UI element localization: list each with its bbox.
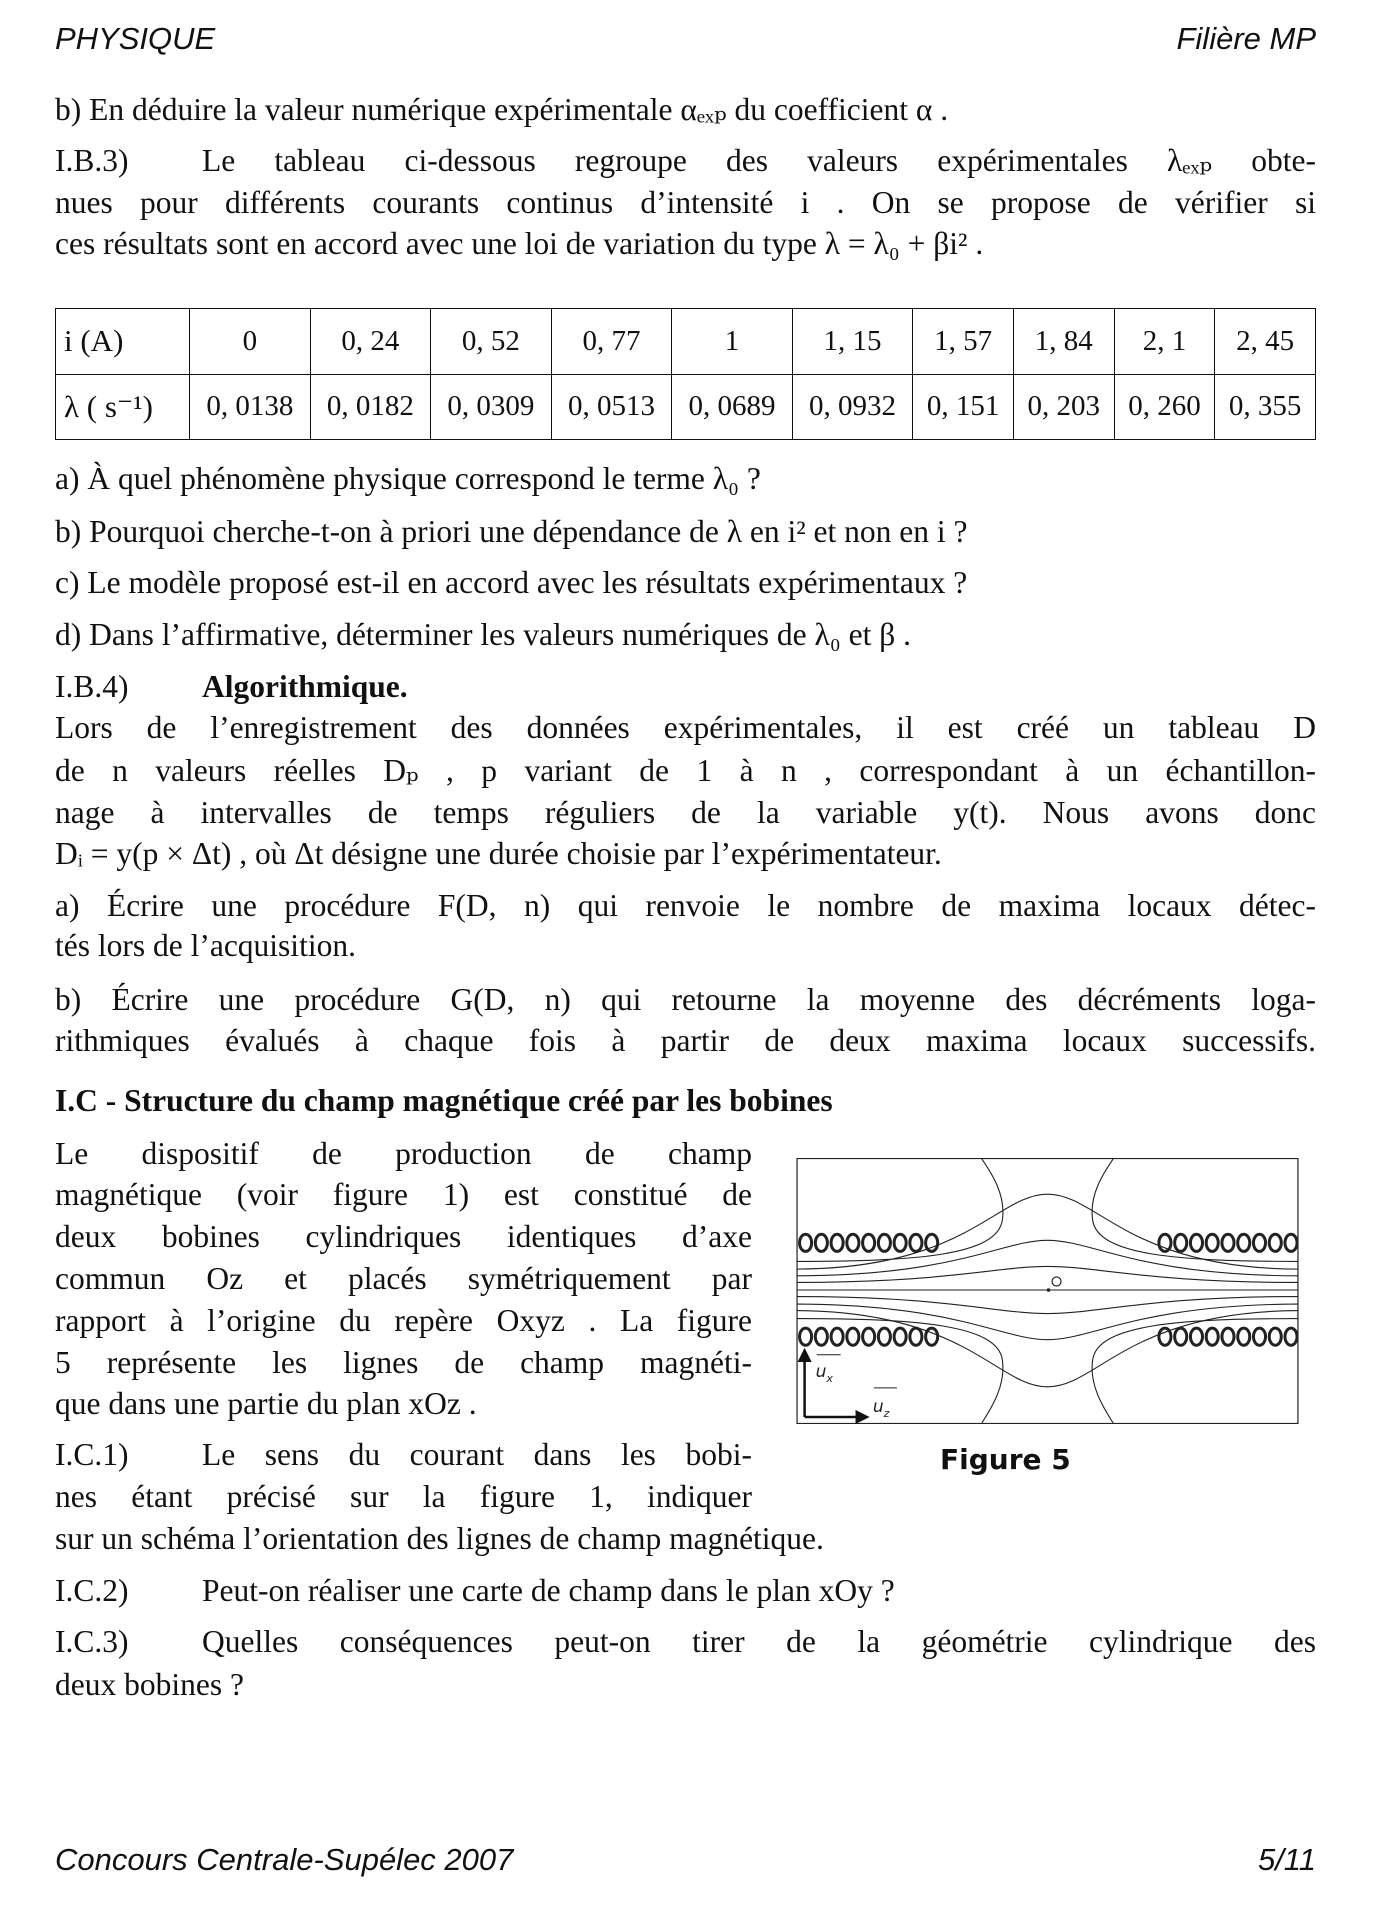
table-cell: 0, 52 xyxy=(431,309,552,375)
paragraph-line: rapport à l’origine du repère Oxyz . La figure xyxy=(55,1303,752,1338)
figure-magnetic-field-lines xyxy=(785,1158,1310,1424)
table-cell: 0, 0309 xyxy=(431,374,552,440)
paragraph-line: Le dispositif de production de champ xyxy=(55,1136,752,1171)
origin-point xyxy=(1047,1288,1051,1292)
paragraph-line: commun Oz et placés symétriquement par xyxy=(55,1261,752,1296)
table-header: i (A) xyxy=(56,309,190,375)
section-label-IC3: I.C.3) xyxy=(55,1624,129,1659)
table-header: λ ( s⁻¹) xyxy=(56,374,190,440)
paragraph-line: Dᵢ = y(p × Δt) , où Δt désigne une durée choisie par l’expérimentateur. xyxy=(55,836,942,871)
paragraph-line: 5 représente les lignes de champ magnéti- xyxy=(55,1345,752,1380)
uz-label: $u_z$ xyxy=(872,1396,890,1420)
table-cell: 0, 0182 xyxy=(310,374,431,440)
paragraph-line: Lors de l’enregistrement des données expérimentales, il est créé un tableau D xyxy=(55,710,1316,745)
paragraph-line: Peut-on réaliser une carte de champ dans le plan xOy ? xyxy=(202,1573,895,1608)
question-b: b) Pourquoi cherche-t-on à priori une dépendance de λ en i² et non en i ? xyxy=(55,514,968,549)
paragraph-line: nes étant précisé sur la figure 1, indiquer xyxy=(55,1479,752,1514)
footer-contest: Concours Centrale-Supélec 2007 xyxy=(55,1842,514,1877)
section-label-IC2: I.C.2) xyxy=(55,1573,129,1608)
header-track: Filière MP xyxy=(1176,21,1316,56)
table-cell: 1, 84 xyxy=(1013,309,1114,375)
table-cell: 1, 15 xyxy=(792,309,913,375)
table-row xyxy=(56,374,1316,440)
ux-label: $u_x$ xyxy=(815,1361,833,1385)
footer-page-number: 5/11 xyxy=(1257,1842,1316,1877)
paragraph-line: ces résultats sont en accord avec une loi de variation du type λ = λ₀ + βi² . xyxy=(55,226,984,261)
table-cell: 0, 0932 xyxy=(792,374,913,440)
section-title-IC: I.C - Structure du champ magnétique créé par les bobines xyxy=(55,1083,833,1118)
paragraph-line: deux bobines ? xyxy=(55,1667,244,1702)
table-cell: 0, 24 xyxy=(310,309,431,375)
table-cell: 0, 77 xyxy=(551,309,672,375)
paragraph-line: nage à intervalles de temps réguliers de la variable y(t). Nous avons donc xyxy=(55,795,1316,830)
table-cell: 1, 57 xyxy=(913,309,1014,375)
table-cell: 1 xyxy=(672,309,793,375)
question-c: c) Le modèle proposé est-il en accord avec les résultats expérimentaux ? xyxy=(55,565,968,600)
paragraph-line: Le tableau ci-dessous regroupe des valeurs expérimentales λₑₓₚ obte- xyxy=(202,143,1316,178)
paragraph-line: nues pour différents courants continus d’intensité i . On se propose de vérifier si xyxy=(55,185,1316,220)
question-d: d) Dans l’affirmative, déterminer les valeurs numériques de λ₀ et β . xyxy=(55,617,912,652)
table-cell: 0, 151 xyxy=(913,374,1014,440)
paragraph-line: que dans une partie du plan xOz . xyxy=(55,1386,477,1421)
question-b-procedure: b) Écrire une procédure G(D, n) qui retourne la moyenne des décréments loga- xyxy=(55,982,1316,1017)
table-row xyxy=(56,309,1316,375)
table-cell: 2, 45 xyxy=(1215,309,1316,375)
table-cell: 0 xyxy=(190,309,311,375)
table-cell: 0, 260 xyxy=(1114,374,1215,440)
section-label-IC1: I.C.1) xyxy=(55,1437,129,1472)
table-cell: 0, 0138 xyxy=(190,374,311,440)
section-label-IB3: I.B.3) xyxy=(55,143,129,178)
table-cell: 0, 0513 xyxy=(551,374,672,440)
paragraph-line: sur un schéma l’orientation des lignes de champ magnétique. xyxy=(55,1521,824,1556)
section-title-algorithmique: Algorithmique. xyxy=(202,669,408,704)
question-b-alpha: b) En déduire la valeur numérique expérimentale αₑₓₚ du coefficient α . xyxy=(55,92,949,127)
paragraph-line: Le sens du courant dans les bobi- xyxy=(202,1437,752,1472)
table-cell: 0, 0689 xyxy=(672,374,793,440)
paragraph-line: deux bobines cylindriques identiques d’axe xyxy=(55,1219,752,1254)
table-cell: 0, 203 xyxy=(1013,374,1114,440)
question-a: a) À quel phénomène physique correspond le terme λ₀ ? xyxy=(55,461,761,496)
table-cell: 2, 1 xyxy=(1114,309,1215,375)
figure-caption: Figure 5 xyxy=(940,1443,1071,1476)
paragraph-line: magnétique (voir figure 1) est constitué de xyxy=(55,1177,752,1212)
question-a-procedure: a) Écrire une procédure F(D, n) qui renvoie le nombre de maxima locaux détec- xyxy=(55,888,1316,923)
paragraph-line: rithmiques évalués à chaque fois à partir de deux maxima locaux successifs. xyxy=(55,1023,1316,1058)
header-subject: PHYSIQUE xyxy=(55,21,216,56)
section-label-IB4: I.B.4) xyxy=(55,669,129,704)
paragraph-line: Quelles conséquences peut-on tirer de la géométrie cylindrique des xyxy=(202,1624,1316,1659)
paragraph-line: tés lors de l’acquisition. xyxy=(55,928,356,963)
data-table xyxy=(55,308,1316,440)
table-cell: 0, 355 xyxy=(1215,374,1316,440)
paragraph-line: de n valeurs réelles Dₚ , p variant de 1 à n , correspondant à un échantillon- xyxy=(55,753,1316,788)
